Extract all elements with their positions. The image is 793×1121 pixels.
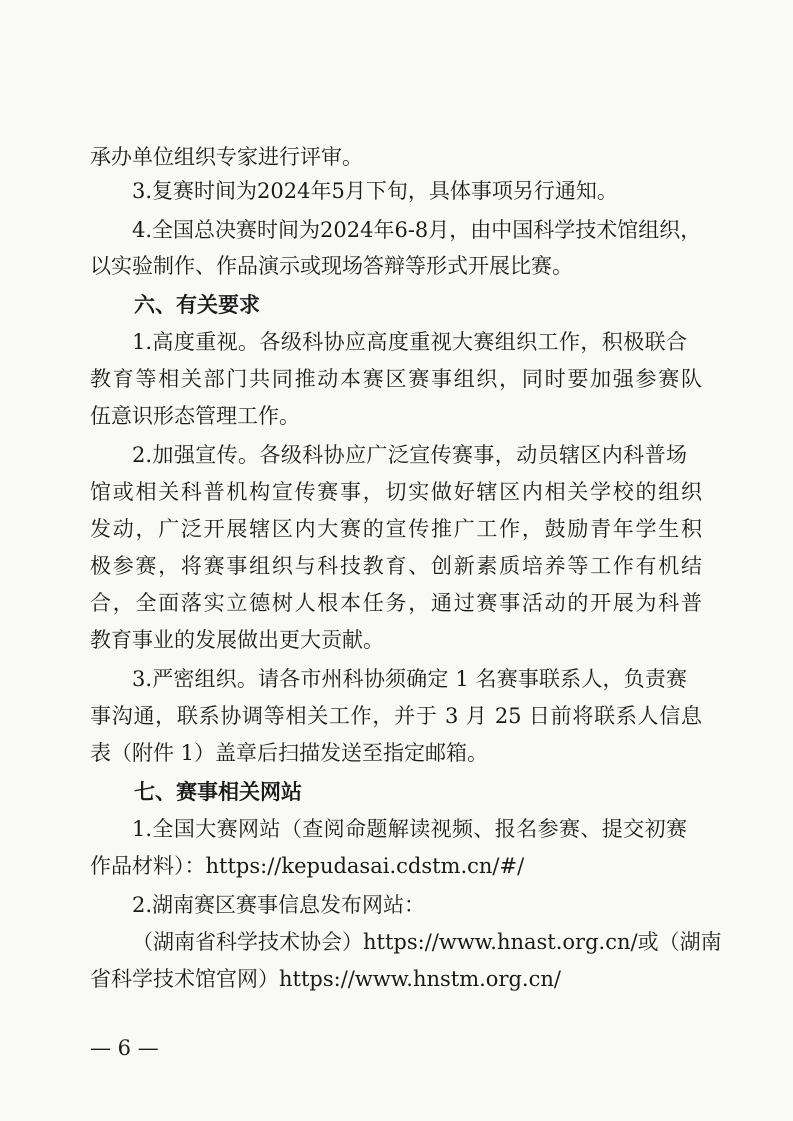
text-line: 伍意识形态管理工作。 — [90, 404, 300, 428]
text-line: 3.复赛时间为2024年5月下旬，具体事项另行通知。 — [132, 179, 618, 203]
text-line: 2.湖南赛区赛事信息发布网站： — [132, 893, 426, 917]
text-line: 极参赛，将赛事组织与科技教育、创新素质培养等工作有机结 — [90, 554, 702, 578]
section-heading: 七、赛事相关网站 — [134, 780, 302, 804]
text-line: 作品材料）：https://kepudasai.cdstm.cn/#/ — [90, 854, 525, 878]
text-line: 承办单位组织专家进行评审。 — [90, 145, 363, 169]
text-line: 1.全国大赛网站（查阅命题解读视频、报名参赛、提交初赛 — [132, 817, 687, 841]
text-line: （湖南省科学技术协会）https://www.hnast.org.cn/或（湖南 — [132, 930, 722, 954]
text-line: 2.加强宣传。各级科协应广泛宣传赛事，动员辖区内科普场 — [132, 443, 687, 467]
text-line: 1.高度重视。各级科协应高度重视大赛组织工作，积极联合 — [132, 330, 687, 354]
text-line: 教育等相关部门共同推动本赛区赛事组织，同时要加强参赛队 — [90, 367, 702, 391]
page-number: — 6 — — [90, 1036, 159, 1060]
text-line: 表（附件 1）盖章后扫描发送至指定邮箱。 — [90, 741, 489, 765]
text-line: 发动，广泛开展辖区内大赛的宣传推广工作，鼓励青年学生积 — [90, 517, 702, 541]
text-line: 馆或相关科普机构宣传赛事，切实做好辖区内相关学校的组织 — [90, 480, 702, 504]
text-line: 4.全国总决赛时间为2024年6-8月，由中国科学技术馆组织， — [132, 218, 702, 242]
text-line: 事沟通，联系协调等相关工作，并于 3 月 25 日前将联系人信息 — [90, 704, 702, 728]
text-line: 教育事业的发展做出更大贡献。 — [90, 628, 384, 652]
text-line: 省科学技术馆官网）https://www.hnstm.org.cn/ — [90, 967, 561, 991]
text-line: 3.严密组织。请各市州科协须确定 1 名赛事联系人，负责赛 — [132, 667, 687, 691]
text-line: 以实验制作、作品演示或现场答辩等形式开展比赛。 — [90, 254, 573, 278]
text-line: 合，全面落实立德树人根本任务，通过赛事活动的开展为科普 — [90, 591, 702, 615]
section-heading: 六、有关要求 — [134, 293, 260, 317]
